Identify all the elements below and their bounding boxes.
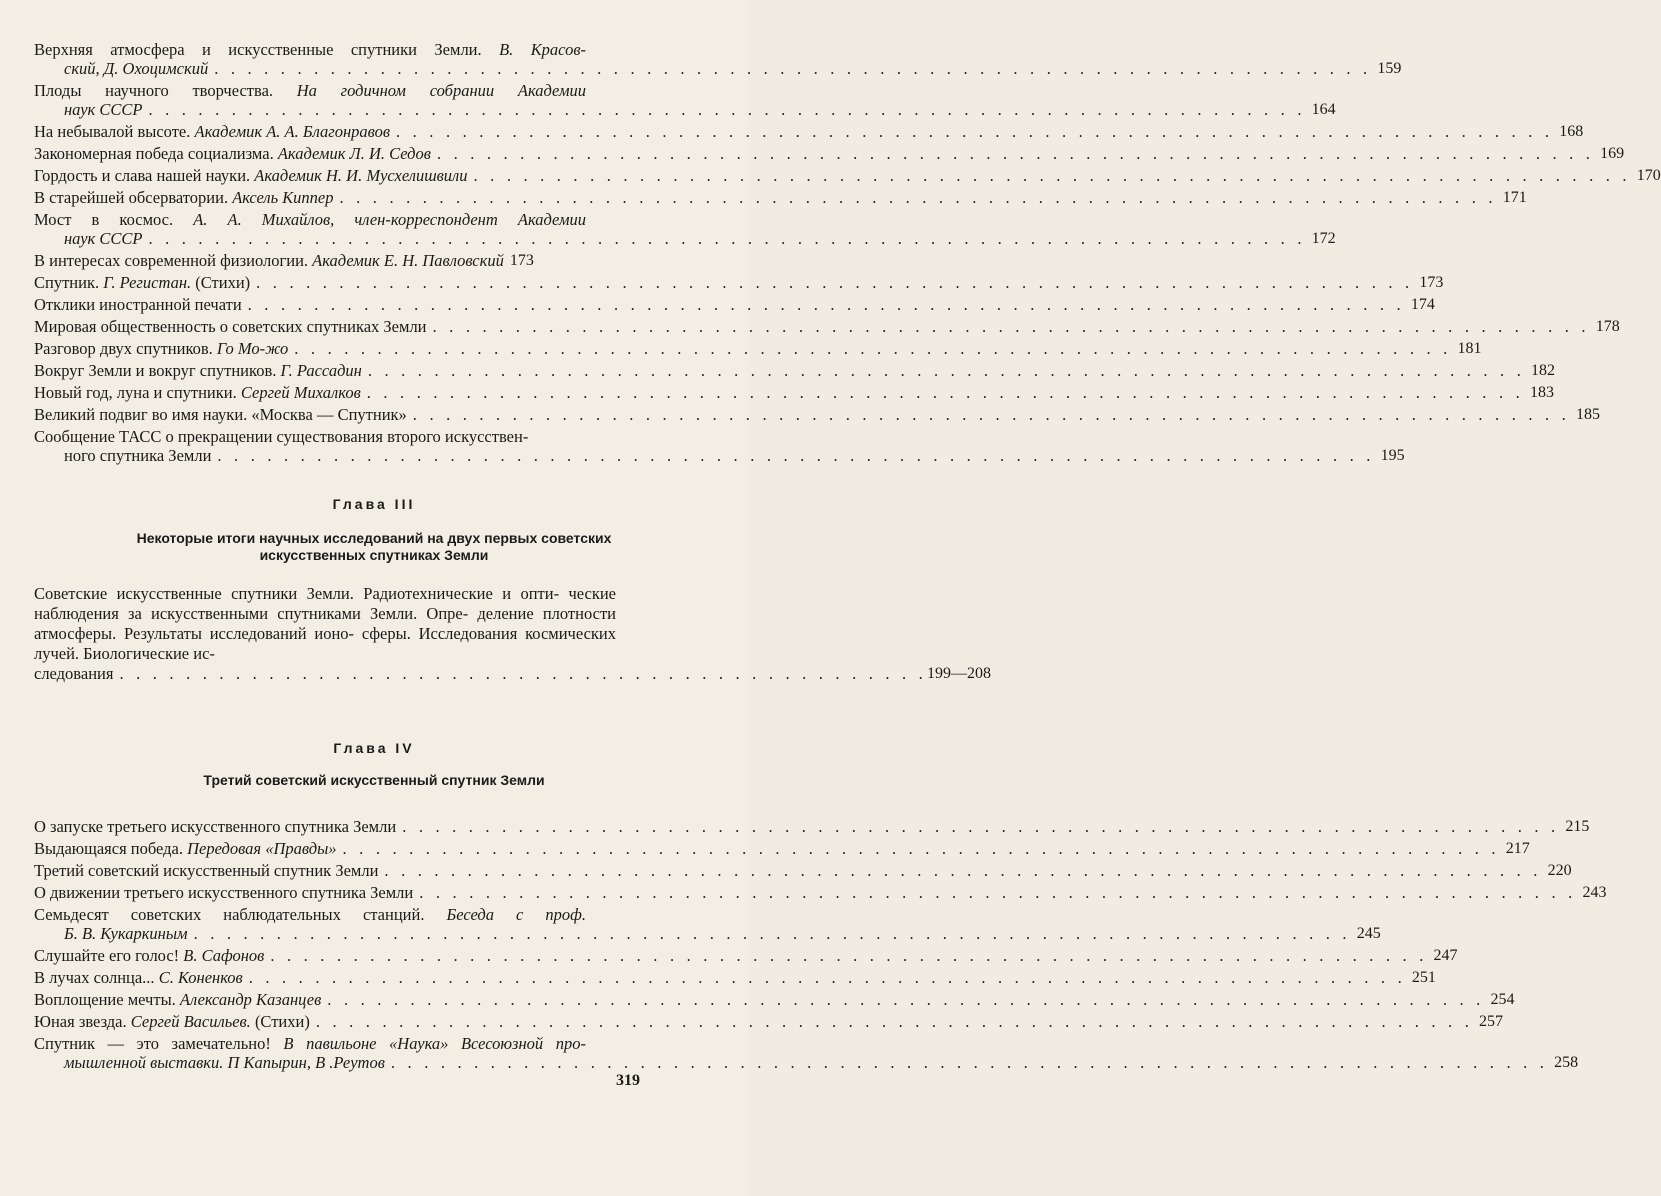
- leader-dots: [142, 229, 1305, 248]
- toc-entry-title: Слушайте его голос!: [34, 946, 180, 965]
- toc-entry-author: На годичном собрании Академии: [296, 81, 586, 100]
- toc-entry-title: О запуске третьего искусственного спутника Земли: [34, 817, 397, 836]
- toc-entry-title: Вокруг Земли и вокруг спутников.: [34, 361, 277, 380]
- toc-entry-author: Го Мо-жо: [216, 339, 289, 358]
- toc-page-number: 185: [1575, 406, 1600, 423]
- leader-dots: [378, 861, 1541, 880]
- toc-entry-author: Академик Н. И. Мусхелишвили: [254, 166, 468, 185]
- toc-page-number: 171: [1502, 189, 1527, 206]
- leader-dots: [242, 295, 1405, 314]
- leader-dots: [431, 144, 1594, 163]
- leader-dots: [427, 317, 1590, 336]
- toc-entry-author: Г. Регистан.: [103, 273, 192, 292]
- leader-dots: [243, 968, 1406, 987]
- toc-page-number: 217: [1505, 840, 1530, 857]
- toc-page-number: 243: [1582, 884, 1607, 901]
- toc-page-number: 254: [1490, 991, 1515, 1008]
- toc-entry-title: Плоды научного творчества.: [34, 81, 274, 100]
- toc-entry: [34, 273, 1444, 292]
- toc-page-number: 168: [1559, 123, 1584, 140]
- leader-dots: [407, 405, 1570, 424]
- toc-page-number: 257: [1479, 1013, 1504, 1030]
- toc-entry: [34, 40, 1402, 78]
- toc-entry-line1: [34, 210, 616, 229]
- toc-entry: [34, 144, 1625, 163]
- toc-entry-title: О движении третьего искусственного спутника Земли: [34, 883, 414, 902]
- toc-page-number: 183: [1529, 384, 1554, 401]
- chapter3-topics: Советские искусственные спутники Земли. Радиотехнические и опти- ческие наблюдения за искусственными спутниками Земли. Опре- деление плотности атмосферы. Результаты исследований ионо- сферы. Исследования космических лучей. Биологические ис-: [34, 584, 616, 663]
- toc-entry-title: Мировая общественность о советских спутниках Земли: [34, 317, 427, 336]
- toc-entry-author: Г. Рассадин: [280, 361, 362, 380]
- toc-page-number: 170: [1636, 167, 1661, 184]
- leader-dots: [142, 100, 1305, 119]
- toc-page-number: 182: [1531, 362, 1556, 379]
- toc-page-number: 215: [1565, 818, 1590, 835]
- toc-page-number: 220: [1547, 862, 1572, 879]
- toc-entry: [34, 188, 1527, 207]
- toc-page-number: 159: [1377, 60, 1402, 77]
- toc-entry-author: Александр Казанцев: [179, 990, 322, 1009]
- toc-entry: [34, 861, 1572, 880]
- leader-dots: [188, 924, 1351, 943]
- toc-entry: [34, 817, 1590, 836]
- toc-entry-line1: [34, 1034, 616, 1053]
- toc-entry: [34, 990, 1515, 1009]
- toc-entry-note: (Стихи): [195, 273, 251, 292]
- toc-entry-title: Спутник.: [34, 273, 100, 292]
- toc-page-number: 245: [1356, 925, 1381, 942]
- toc-entry-title: Мост в космос.: [34, 210, 174, 229]
- toc-page-number: 169: [1600, 145, 1625, 162]
- leader-dots: [362, 361, 1525, 380]
- toc-entry: [34, 883, 1607, 902]
- toc-page-number: 199—208: [927, 665, 991, 682]
- leader-dots: [211, 446, 1374, 465]
- toc-entry-author: Академик Е. Н. Павловский: [312, 251, 504, 270]
- toc-entry-author: В. Сафонов: [183, 946, 265, 965]
- toc-entry-author: Беседа с проф.: [446, 905, 586, 924]
- leader-dots: [337, 839, 1500, 858]
- toc-entry-author: Академик Л. И. Седов: [277, 144, 431, 163]
- toc-entry-author: В павильоне «Наука» Всесоюзной про-: [283, 1034, 587, 1053]
- toc-entry-title: Отклики иностранной печати: [34, 295, 242, 314]
- toc-entry: [34, 1034, 1579, 1072]
- toc-entry-title: На небывалой высоте.: [34, 122, 191, 141]
- chapter-title-line: Некоторые итоги научных исследований на двух первых советских: [136, 530, 612, 546]
- toc-entry-line1: [34, 81, 616, 100]
- leader-dots: [413, 883, 1576, 902]
- toc-entry-author: А. А. Михайлов, член-корреспондент Академии: [193, 210, 586, 229]
- toc-entry-title: В лучах солнца...: [34, 968, 155, 987]
- leader-dots: [361, 383, 1524, 402]
- toc-entry: [34, 166, 1661, 185]
- chapter-title: [0, 530, 748, 564]
- toc-entry-author: наук СССР: [64, 229, 143, 248]
- toc-entry: [34, 427, 1405, 465]
- leader-dots: [288, 339, 1451, 358]
- toc-entry: [34, 968, 1436, 987]
- toc-entry: [34, 905, 1381, 943]
- toc-entry-title: Гордость и слава нашей науки.: [34, 166, 251, 185]
- toc-entry-author: Аксель Киппер: [232, 188, 334, 207]
- toc-entry-title: В интересах современной физиологии.: [34, 251, 309, 270]
- toc-entry-author: мышленной выставки. П Капырин, В .Реутов: [64, 1053, 385, 1072]
- toc-entry-title: Закономерная победа социализма.: [34, 144, 274, 163]
- toc-entry-title: Разговор двух спутников.: [34, 339, 213, 358]
- leader-dots: [321, 990, 1484, 1009]
- toc-entry-author: наук СССР: [64, 100, 143, 119]
- toc-entry-title: В старейшей обсерватории.: [34, 188, 229, 207]
- toc-entry-author: Сергей Васильев.: [130, 1012, 251, 1031]
- toc-entry-title: Верхняя атмосфера и искусственные спутники Земли.: [34, 40, 482, 59]
- toc-entry: [34, 210, 1336, 248]
- toc-page-number: 258: [1554, 1054, 1579, 1071]
- leader-dots: [385, 1053, 1548, 1072]
- chapter-title: Третий советский искусственный спутник Земли: [203, 772, 545, 788]
- toc-entry: [34, 339, 1482, 358]
- toc-entry: [34, 1012, 1504, 1031]
- toc-entry-line1: [34, 40, 616, 59]
- leader-dots: [310, 1012, 1473, 1031]
- toc-entry: [34, 405, 1600, 424]
- toc-page-number: 195: [1380, 447, 1405, 464]
- leader-dots: [334, 188, 1497, 207]
- toc-entry-title: ного спутника Земли: [64, 446, 212, 465]
- leader-dots: [396, 817, 1559, 836]
- toc-page-number: 173: [509, 252, 534, 269]
- toc-entry-note: (Стихи): [254, 1012, 310, 1031]
- leader-dots: [208, 59, 1371, 78]
- toc-page-number: 251: [1411, 969, 1436, 986]
- toc-entry: [34, 839, 1530, 858]
- toc-entry: [34, 317, 1620, 336]
- toc-entry: [34, 946, 1458, 965]
- toc-page-number: 247: [1433, 947, 1458, 964]
- toc-entry-author: Академик А. А. Благонравов: [194, 122, 390, 141]
- chapter3-contents-paragraph: [34, 584, 991, 684]
- toc-page-number: 178: [1595, 318, 1620, 335]
- toc-entry-title: Воплощение мечты.: [34, 990, 176, 1009]
- toc-entry: [34, 251, 616, 270]
- toc-entry-line1: [34, 905, 616, 924]
- chapter3-topics-end: следования: [34, 664, 114, 683]
- toc-entry-title: Третий советский искусственный спутник Земли: [34, 861, 379, 880]
- toc-page-number: 173: [1419, 274, 1444, 291]
- toc-page-number: 172: [1311, 230, 1336, 247]
- toc-entry-author: ский, Д. Охоцимский: [64, 59, 209, 78]
- toc-entry: [34, 81, 1336, 119]
- toc-entry-title: Спутник — это замечательно!: [34, 1034, 271, 1053]
- leader-dots: [250, 273, 1413, 292]
- leader-dots: [468, 166, 1631, 185]
- toc-entry: [34, 361, 1556, 380]
- toc-entry-author: Б. В. Кукаркиным: [64, 924, 188, 943]
- toc-page-number: 174: [1410, 296, 1435, 313]
- toc-entry-title: Сообщение ТАСС о прекращении существования второго искусствен-: [34, 427, 529, 446]
- toc-entry-title: Выдающаяся победа.: [34, 839, 183, 858]
- toc-chapter4-list: [34, 817, 1607, 1075]
- chapter-label: Глава III: [332, 496, 416, 512]
- toc-entry: [34, 383, 1554, 402]
- toc-entry-title: Семьдесят советских наблюдательных станций.: [34, 905, 425, 924]
- toc-entry: [34, 295, 1435, 314]
- toc-page-number: 181: [1457, 340, 1482, 357]
- toc-entry: [34, 122, 1584, 141]
- toc-entry-title: Великий подвиг во имя науки. «Москва — Спутник»: [34, 405, 407, 424]
- leader-dots: [113, 664, 927, 684]
- toc-entry-title: Новый год, луна и спутники.: [34, 383, 237, 402]
- leader-dots: [390, 122, 1553, 141]
- chapter-title-line: искусственных спутниках Земли: [259, 547, 489, 563]
- toc-page-number: 164: [1311, 101, 1336, 118]
- toc-chapter2-list: [34, 40, 1661, 468]
- toc-entry-author: В. Красов-: [499, 40, 586, 59]
- leader-dots: [264, 946, 1427, 965]
- chapter-label: Глава IV: [333, 740, 415, 756]
- toc-entry-author: С. Коненков: [158, 968, 243, 987]
- toc-entry-author: Сергей Михалков: [240, 383, 361, 402]
- page-folio-number: 319: [616, 1072, 640, 1089]
- toc-entry-title: Юная звезда.: [34, 1012, 127, 1031]
- toc-entry-author: Передовая «Правды»: [187, 839, 337, 858]
